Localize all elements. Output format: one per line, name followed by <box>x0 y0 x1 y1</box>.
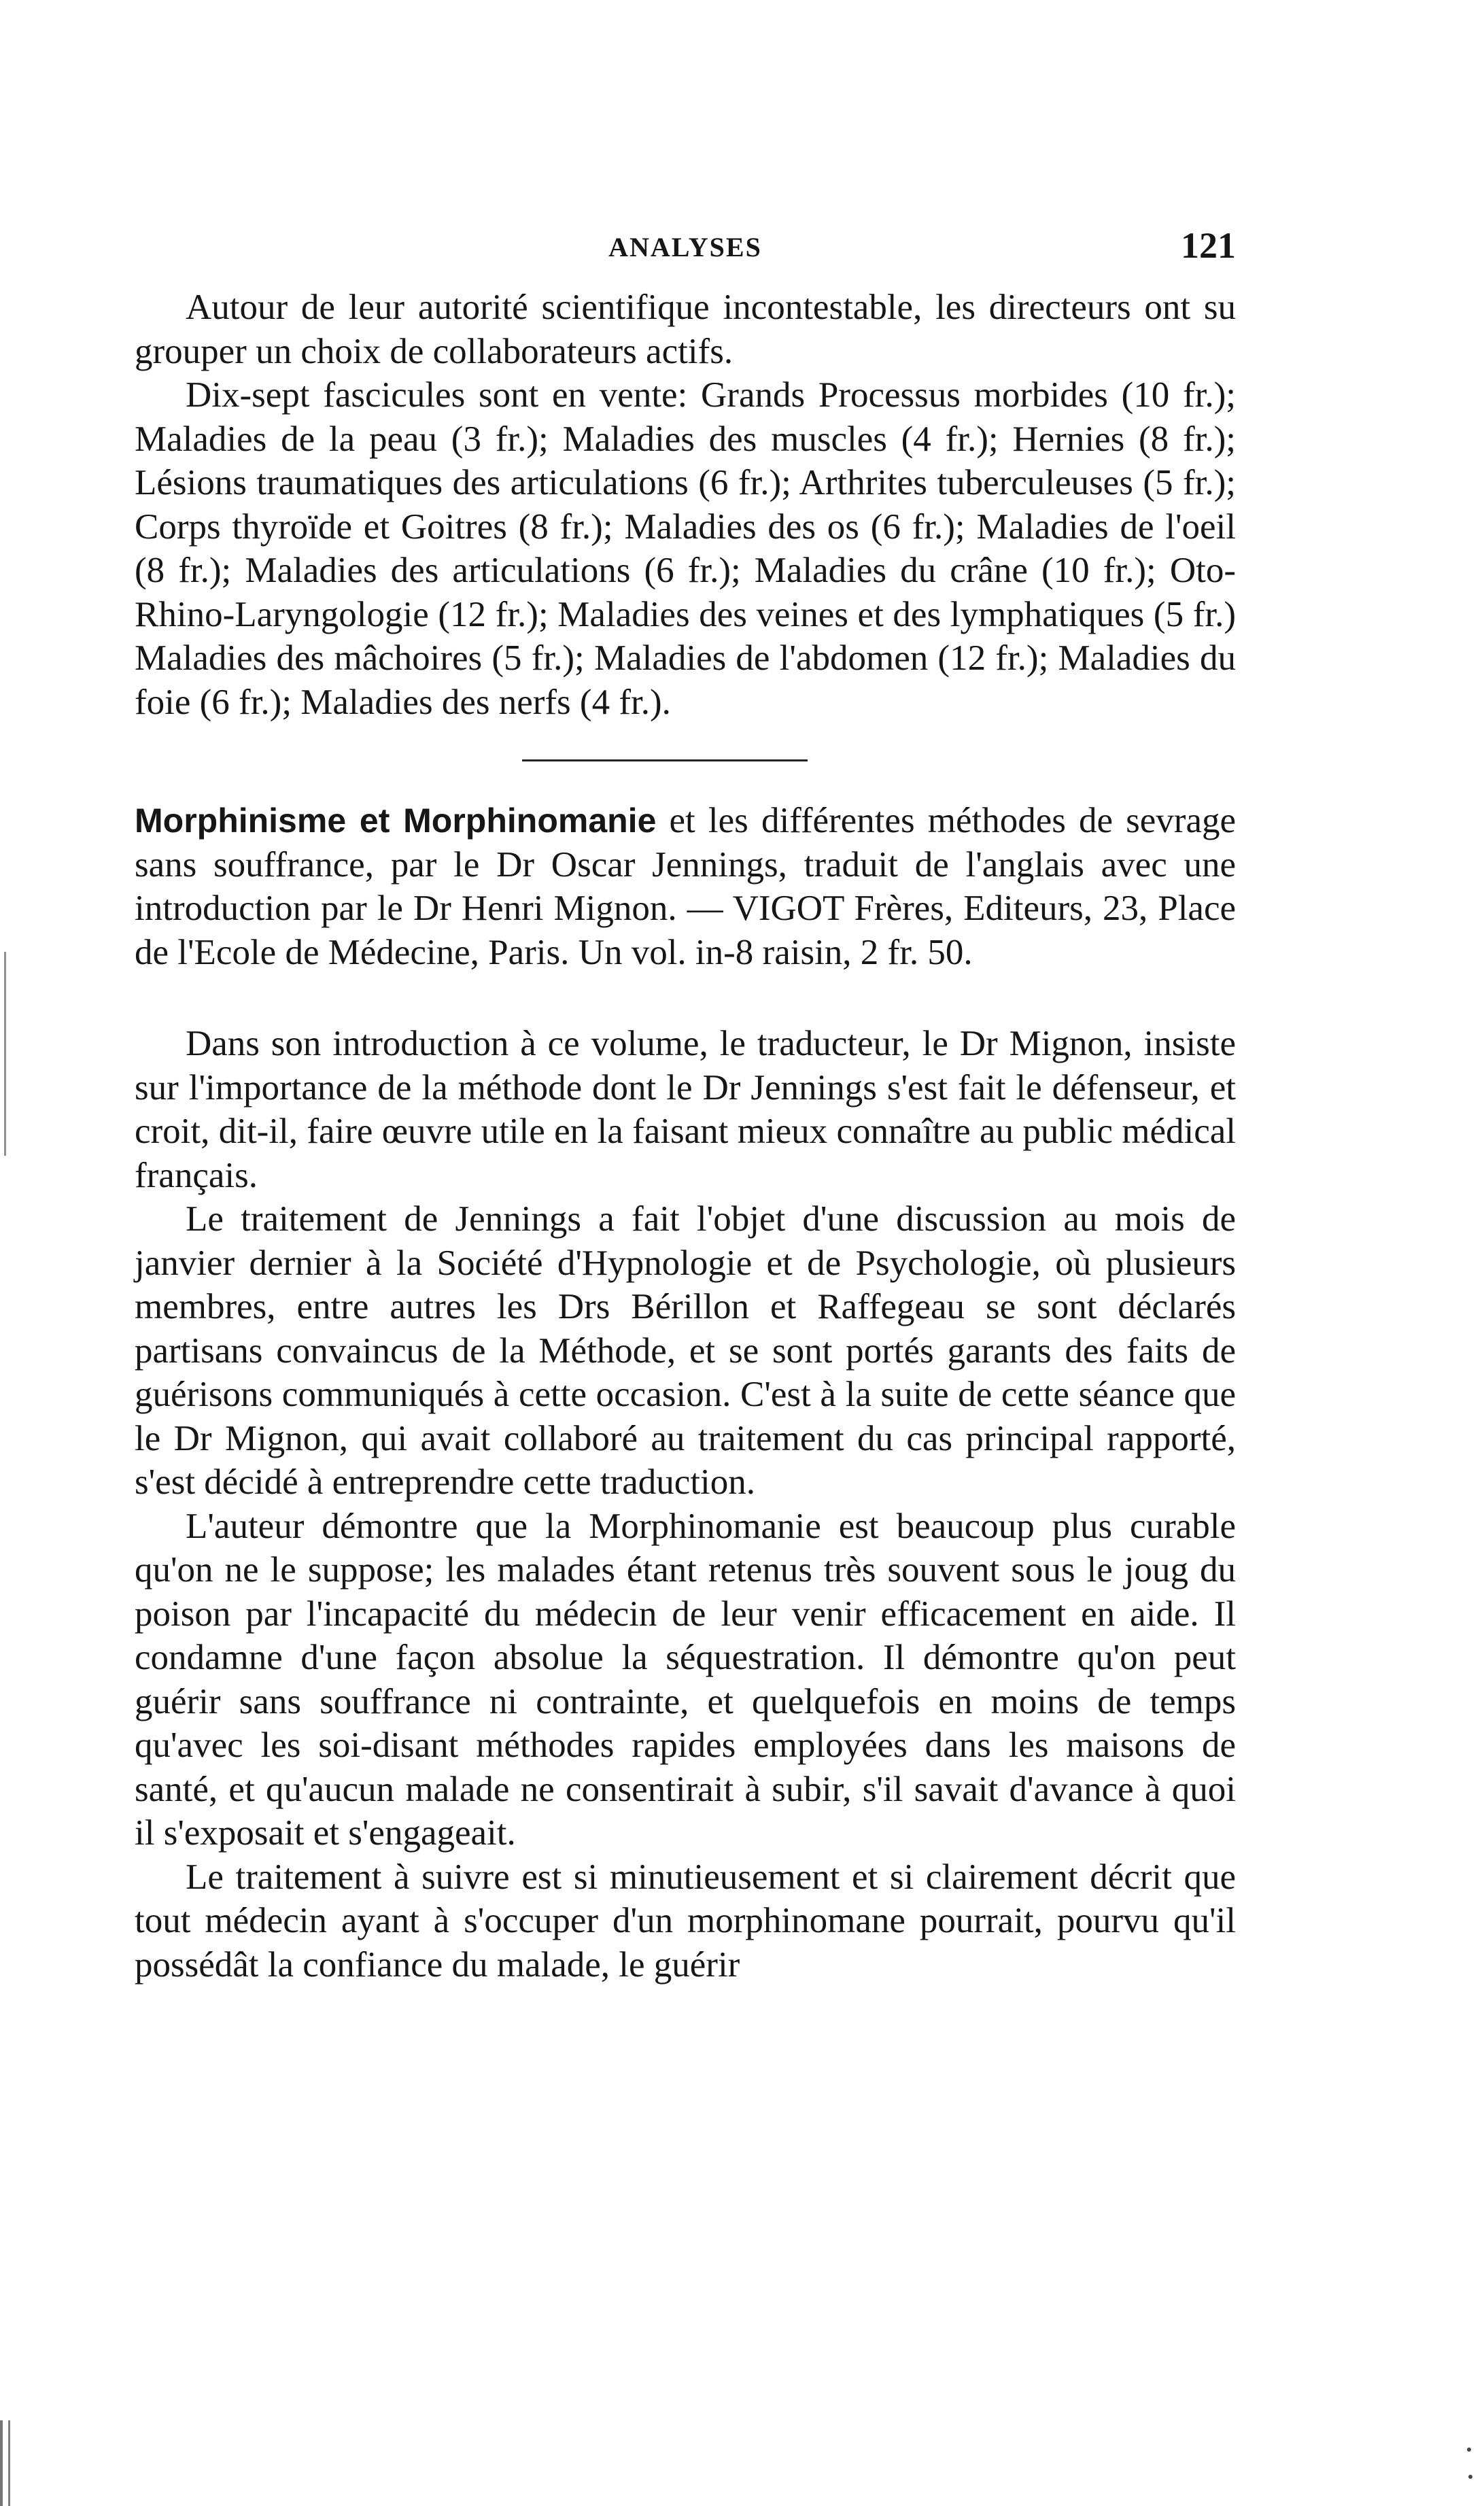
paragraph-treatment: Le traitement à suivre est si minutieusement et si clairement décrit que tout médecin ayant à s'occuper d'un morphinomane pourrait, pourvu qu'il possédât la confiance du malade, le guérir <box>135 1857 1236 1985</box>
paragraph-introduction: Dans son introduction à ce volume, le traducteur, le Dr Mignon, insiste sur l'importance de la méthode dont le Dr Jennings s'est fait le défenseur, et croit, dit-il, faire œuvre utile en la faisant mieux connaître au public médical français. <box>135 1024 1236 1195</box>
page-header <box>135 224 1236 272</box>
spacer <box>135 974 1236 1022</box>
running-title: ANALYSES <box>608 232 762 262</box>
book-details: et les différentes méthodes de sevrage sans souffrance, par le Dr Oscar Jennings, traduit de l'anglais avec une introduction par le Dr Henri Mignon. — VIGOT Frères, Editeurs, 23, Place de l'Ecole de Médecine, Paris. Un vol. in-8 raisin, 2 fr. 50. <box>135 801 1237 972</box>
scan-speck <box>1468 2475 1472 2479</box>
section-divider <box>135 724 1236 799</box>
scan-edge-mark <box>4 952 6 1156</box>
paragraph-discussion: Le traitement de Jennings a fait l'objet d'une discussion au mois de janvier dernier à la Société d'Hypnologie et de Psychologie, où plusieurs membres, entre autres les Drs Bérillon et Raffegeau se sont déclarés partisans convaincus de la Méthode, et se sont portés garants des faits de guérisons communiqués à cette occasion. C'est à la suite de cette séance que le Dr Mignon, qui avait collaboré au traitement du cas principal rapporté, s'est décidé à entreprendre cette traduction. <box>135 1199 1236 1502</box>
paragraph-collaborators: Autour de leur autorité scientifique incontestable, les directeurs ont su grouper un choix de collaborateurs actifs. <box>135 288 1236 371</box>
scan-corner-mark <box>0 2420 88 2506</box>
book-entry <box>135 799 1236 974</box>
book-title: Morphinisme et Morphinomanie <box>135 802 657 840</box>
page-number: 121 <box>1181 225 1236 266</box>
paragraph-fascicules: Dix-sept fascicules sont en vente: Grands Processus morbides (10 fr.); Maladies de la peau (3 fr.); Maladies des muscles (4 fr.); Hernies (8 fr.); Lésions traumatiques des articulations (6 fr.); Arthrites tuberculeuses (5 fr.); Corps thyroïde et Goitres (8 fr.); Maladies des os (6 fr.); Maladies de l'oeil (8 fr.); Maladies des articulations (6 fr.); Maladies du crâne (10 fr.); Oto-Rhino-Laryngologie (12 fr.); Maladies des veines et des lymphatiques (5 fr.) Maladies des mâchoires (5 fr.); Maladies de l'abdomen (12 fr.); Maladies du foie (6 fr.); Maladies des nerfs (4 fr.). <box>135 375 1236 722</box>
scan-speck <box>1467 2448 1471 2452</box>
divider-rule <box>522 759 808 761</box>
paragraph-curability: L'auteur démontre que la Morphinomanie est beaucoup plus curable qu'on ne le suppose; les malades étant retenus très souvent sous le joug du poison par l'incapacité du médecin de leur venir efficacement en aide. Il condamne d'une façon absolue la séquestration. Il démontre qu'on peut guérir sans souffrance ni contrainte, et quelquefois en moins de temps qu'avec les soi-disant méthodes rapides employées dans les maisons de santé, et qu'aucun malade ne consentirait à subir, s'il savait d'avance à quoi il s'exposait et s'engageait. <box>135 1506 1236 1853</box>
book-reference <box>135 799 1236 974</box>
page-body <box>135 286 1236 1987</box>
